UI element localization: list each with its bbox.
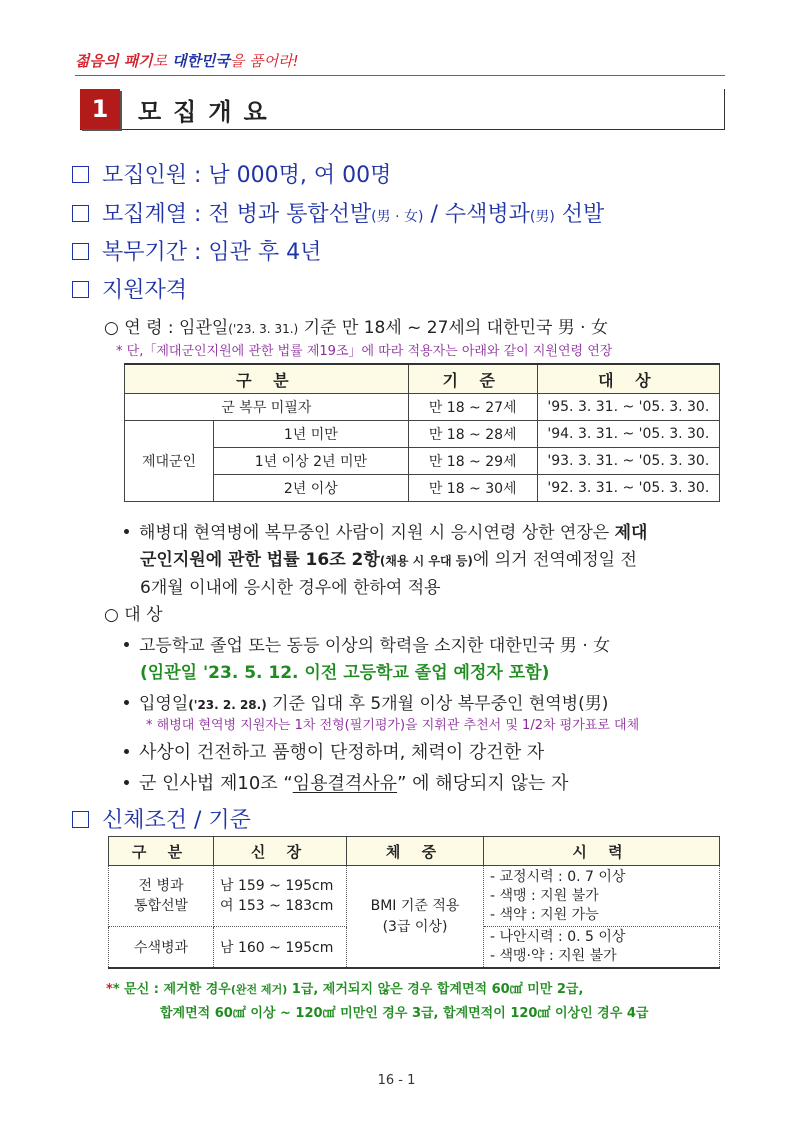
bullet-qualification: 지원자격 <box>72 273 187 304</box>
table-row: 군 복무 미필자 만 18 ~ 27세 '95. 3. 31. ~ '05. 3. 30. <box>125 394 720 421</box>
page-header-slogan <box>75 50 299 71</box>
table-row: 제대군인 1년 미만 만 18 ~ 28세 '94. 3. 31. ~ '05. 3. 30. <box>125 421 720 448</box>
bullet-dot-icon <box>124 700 129 705</box>
slogan-part-3: 대한민국 <box>171 52 230 70</box>
marine-note-line2: 군인지원에 관한 법률 16조 2항(채용 시 우대 등)에 의거 전역예정일 전 <box>140 550 637 570</box>
bullet-dot-icon <box>124 749 129 754</box>
target-bullet-4: 군 인사법 제10조 “임용결격사유” 에 해당되지 않는 자 <box>124 769 568 795</box>
target-bullet-1-green: (임관일 '23. 5. 12. 이전 고등학교 졸업 예정자 포함) <box>140 663 550 683</box>
marine-note-line1: 해병대 현역병에 복무중인 사람이 지원 시 응시연령 상한 연장은 제대 <box>124 518 647 543</box>
table-row: 수색병과 남 160 ~ 195cm - 나안시력 : 0. 5 이상 - 색맹·약 : 지원 불가 <box>109 927 720 969</box>
target-bullet-3: 사상이 건전하고 품행이 단정하며, 체력이 강건한 자 <box>124 738 544 764</box>
bullet-service: 복무기간 : 임관 후 4년 <box>72 235 321 266</box>
bullet-category: 모집계열 : 전 병과 통합선발(男 · 女) / 수색병과(男) 선발 <box>72 197 604 228</box>
age-table-header: 구 분 기 준 대 상 <box>125 364 720 394</box>
checkbox-square-icon <box>72 243 89 260</box>
bullet-dot-icon <box>124 780 129 785</box>
checkbox-square-icon <box>72 205 89 222</box>
checkbox-square-icon <box>72 281 89 298</box>
section-title: 모집개요 <box>138 98 279 126</box>
physical-table-header: 구 분 신 장 체 중 시 력 <box>109 837 720 866</box>
table-row: 1년 이상 2년 미만 만 18 ~ 29세 '93. 3. 31. ~ '05. 3. 30. <box>125 448 720 475</box>
slogan-part-1: 젊음의 패기 <box>75 52 153 70</box>
bullet-dot-icon <box>124 529 129 534</box>
marine-note-line3: 6개월 이내에 응시한 경우에 한하여 적용 <box>140 578 441 598</box>
section-number-badge: 1 <box>80 89 120 129</box>
age-note: * 단,「제대군인지원에 관한 법률 제19조」에 따라 적용자는 아래와 같이 지원연령 연장 <box>116 344 613 359</box>
bullet-recruits: 모집인원 : 남 000명, 여 00명 <box>72 158 391 189</box>
checkbox-square-icon <box>72 166 89 183</box>
target-heading: ○ 대 상 <box>104 605 163 625</box>
target-bullet-1: 고등학교 졸업 또는 동등 이상의 학력을 소지한 대한민국 男 · 女 <box>124 631 610 656</box>
target-bullet-2-note: * 해병대 현역병 지원자는 1차 전형(필기평가)을 지휘관 추천서 및 1/2차 평가표로 대체 <box>146 718 640 733</box>
physical-table <box>108 836 720 969</box>
table-row: 2년 이상 만 18 ~ 30세 '92. 3. 31. ~ '05. 3. 30. <box>125 475 720 502</box>
slogan-part-4: 을 품어라! <box>229 52 299 70</box>
bullet-dot-icon <box>124 642 129 647</box>
age-line: ○ 연 령 : 임관일('23. 3. 31.) 기준 만 18세 ~ 27세의 대한민국 男 · 女 <box>104 318 608 338</box>
asterisk-mark: * <box>106 982 113 997</box>
page-number: 16 - 1 <box>377 1073 416 1088</box>
tattoo-note-line1: ** 문신 : 제거한 경우(완전 제거) 1급, 제거되지 않은 경우 합계면적 60㎠ 미만 2급, <box>106 982 584 997</box>
slogan-part-2: 로 <box>152 52 172 70</box>
table-row: 전 병과 통합선발 남 159 ~ 195cm 여 153 ~ 183cm BMI 기준 적용 (3급 이상) - 교정시력 : 0. 7 이상 - 색맹 : 지원 불가 - 색약 : 지원 가능 <box>109 866 720 927</box>
target-bullet-2: 입영일('23. 2. 28.) 기준 입대 후 5개월 이상 복무중인 현역병(男) <box>124 689 608 714</box>
header-divider <box>75 75 725 76</box>
age-table <box>124 363 720 502</box>
checkbox-square-icon <box>72 811 89 828</box>
tattoo-note-line2: 합계면적 60㎠ 이상 ~ 120㎠ 미만인 경우 3급, 합계면적이 120㎠ 이상인 경우 4급 <box>160 1006 649 1021</box>
bullet-physical: 신체조건 / 기준 <box>72 803 251 834</box>
